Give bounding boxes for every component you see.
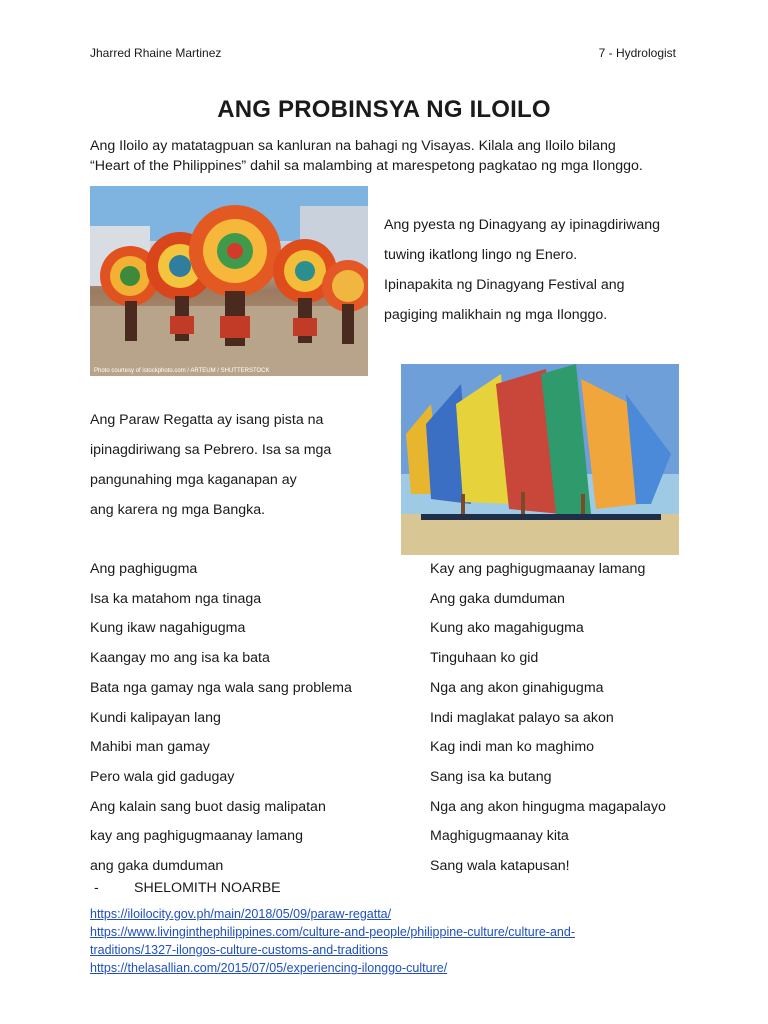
poem-line: Bata nga gamay nga wala sang problema — [90, 679, 352, 696]
paragraph-line: tuwing ikatlong lingo ng Enero. — [384, 247, 578, 263]
section-label: 7 - Hydrologist — [598, 46, 676, 60]
reference-link[interactable]: https://www.livinginthephilippines.com/culture-and-people/philippine-culture/culture-and- — [90, 925, 575, 939]
intro-line: “Heart of the Philippines” dahil sa malambing at marespetong pagkatao ng mga Ilonggo. — [90, 158, 643, 174]
poem-line: Ang paghigugma — [90, 561, 198, 577]
poem-author-credit — [94, 880, 281, 896]
paragraph-line: Ipinapakita ng Dinagyang Festival ang — [384, 277, 625, 293]
reference-link[interactable]: https://iloilocity.gov.ph/main/2018/05/09/paraw-regatta/ — [90, 907, 392, 921]
poem-line: Tinguhaan ko gid — [430, 650, 539, 667]
page-title: ANG PROBINSYA NG ILOILO — [217, 96, 551, 123]
poem-line: kay ang paghigugmaanay lamang — [90, 828, 303, 845]
poem-line: Kung ikaw nagahigugma — [90, 620, 246, 637]
poem-line: Kundi kalipayan lang — [90, 709, 221, 726]
poem-line: Pero wala gid gadugay — [90, 768, 235, 785]
poem-line: Kung ako magahigugma — [430, 620, 584, 637]
intro-paragraph — [90, 136, 690, 176]
intro-line: Ang Iloilo ay matatagpuan sa kanluran na bahagi ng Visayas. Kilala ang Iloilo bilang — [90, 138, 616, 154]
bullet-dash: - — [94, 880, 99, 896]
poem-line: Isa ka matahom nga tinaga — [90, 590, 262, 607]
poem-line: Ang kalain sang buot dasig malipatan — [90, 798, 326, 815]
poem-line: Mahibi man gamay — [90, 739, 210, 756]
poem-line: Nga ang akon hingugma magapalayo — [430, 798, 666, 815]
dinagyang-festival-photo — [90, 186, 368, 376]
paraw-regatta-photo — [401, 364, 679, 555]
poem-line: Indi maglakat palayo sa akon — [430, 709, 614, 726]
poem-line: Kag indi man ko maghimo — [430, 739, 595, 756]
reference-link[interactable]: https://thelasallian.com/2015/07/05/experiencing-ilonggo-culture/ — [90, 961, 448, 975]
author-name: Jharred Rhaine Martinez — [90, 46, 222, 60]
paraw-paragraph — [90, 405, 380, 525]
poem-line: Nga ang akon ginahigugma — [430, 679, 604, 696]
poem-column-right — [430, 555, 730, 882]
dinagyang-paragraph — [384, 210, 694, 330]
paragraph-line: pagiging malikhain ng mga Ilonggo. — [384, 307, 608, 323]
paragraph-line: ang karera ng mga Bangka. — [90, 502, 266, 518]
paragraph-line: Ang pyesta ng Dinagyang ay ipinagdiriwang — [384, 217, 661, 233]
photo-credit: Photo courtesy of istockphoto.com / ARTEUM / SHUTTERSTOCK — [94, 368, 270, 374]
paragraph-line: Ang Paraw Regatta ay isang pista na — [90, 412, 324, 428]
poem-column-left — [90, 555, 410, 882]
paragraph-line: pangunahing mga kaganapan ay — [90, 472, 297, 488]
reference-link[interactable]: traditions/1327-ilongos-culture-customs-and-traditions — [90, 943, 389, 957]
poem-line: Kay ang paghigugmaanay lamang — [430, 561, 646, 577]
poem-line: Sang isa ka butang — [430, 768, 552, 785]
reference-links — [90, 905, 630, 977]
poem-line: ang gaka dumduman — [90, 858, 224, 875]
poem-line: Kaangay mo ang isa ka bata — [90, 650, 270, 667]
paragraph-line: ipinagdiriwang sa Pebrero. Isa sa mga — [90, 442, 332, 458]
poem-line: Ang gaka dumduman — [430, 590, 565, 607]
poem-line: Maghigugmaanay kita — [430, 828, 569, 845]
poem-author: SHELOMITH NOARBE — [134, 880, 281, 896]
poem-line: Sang wala katapusan! — [430, 858, 570, 875]
